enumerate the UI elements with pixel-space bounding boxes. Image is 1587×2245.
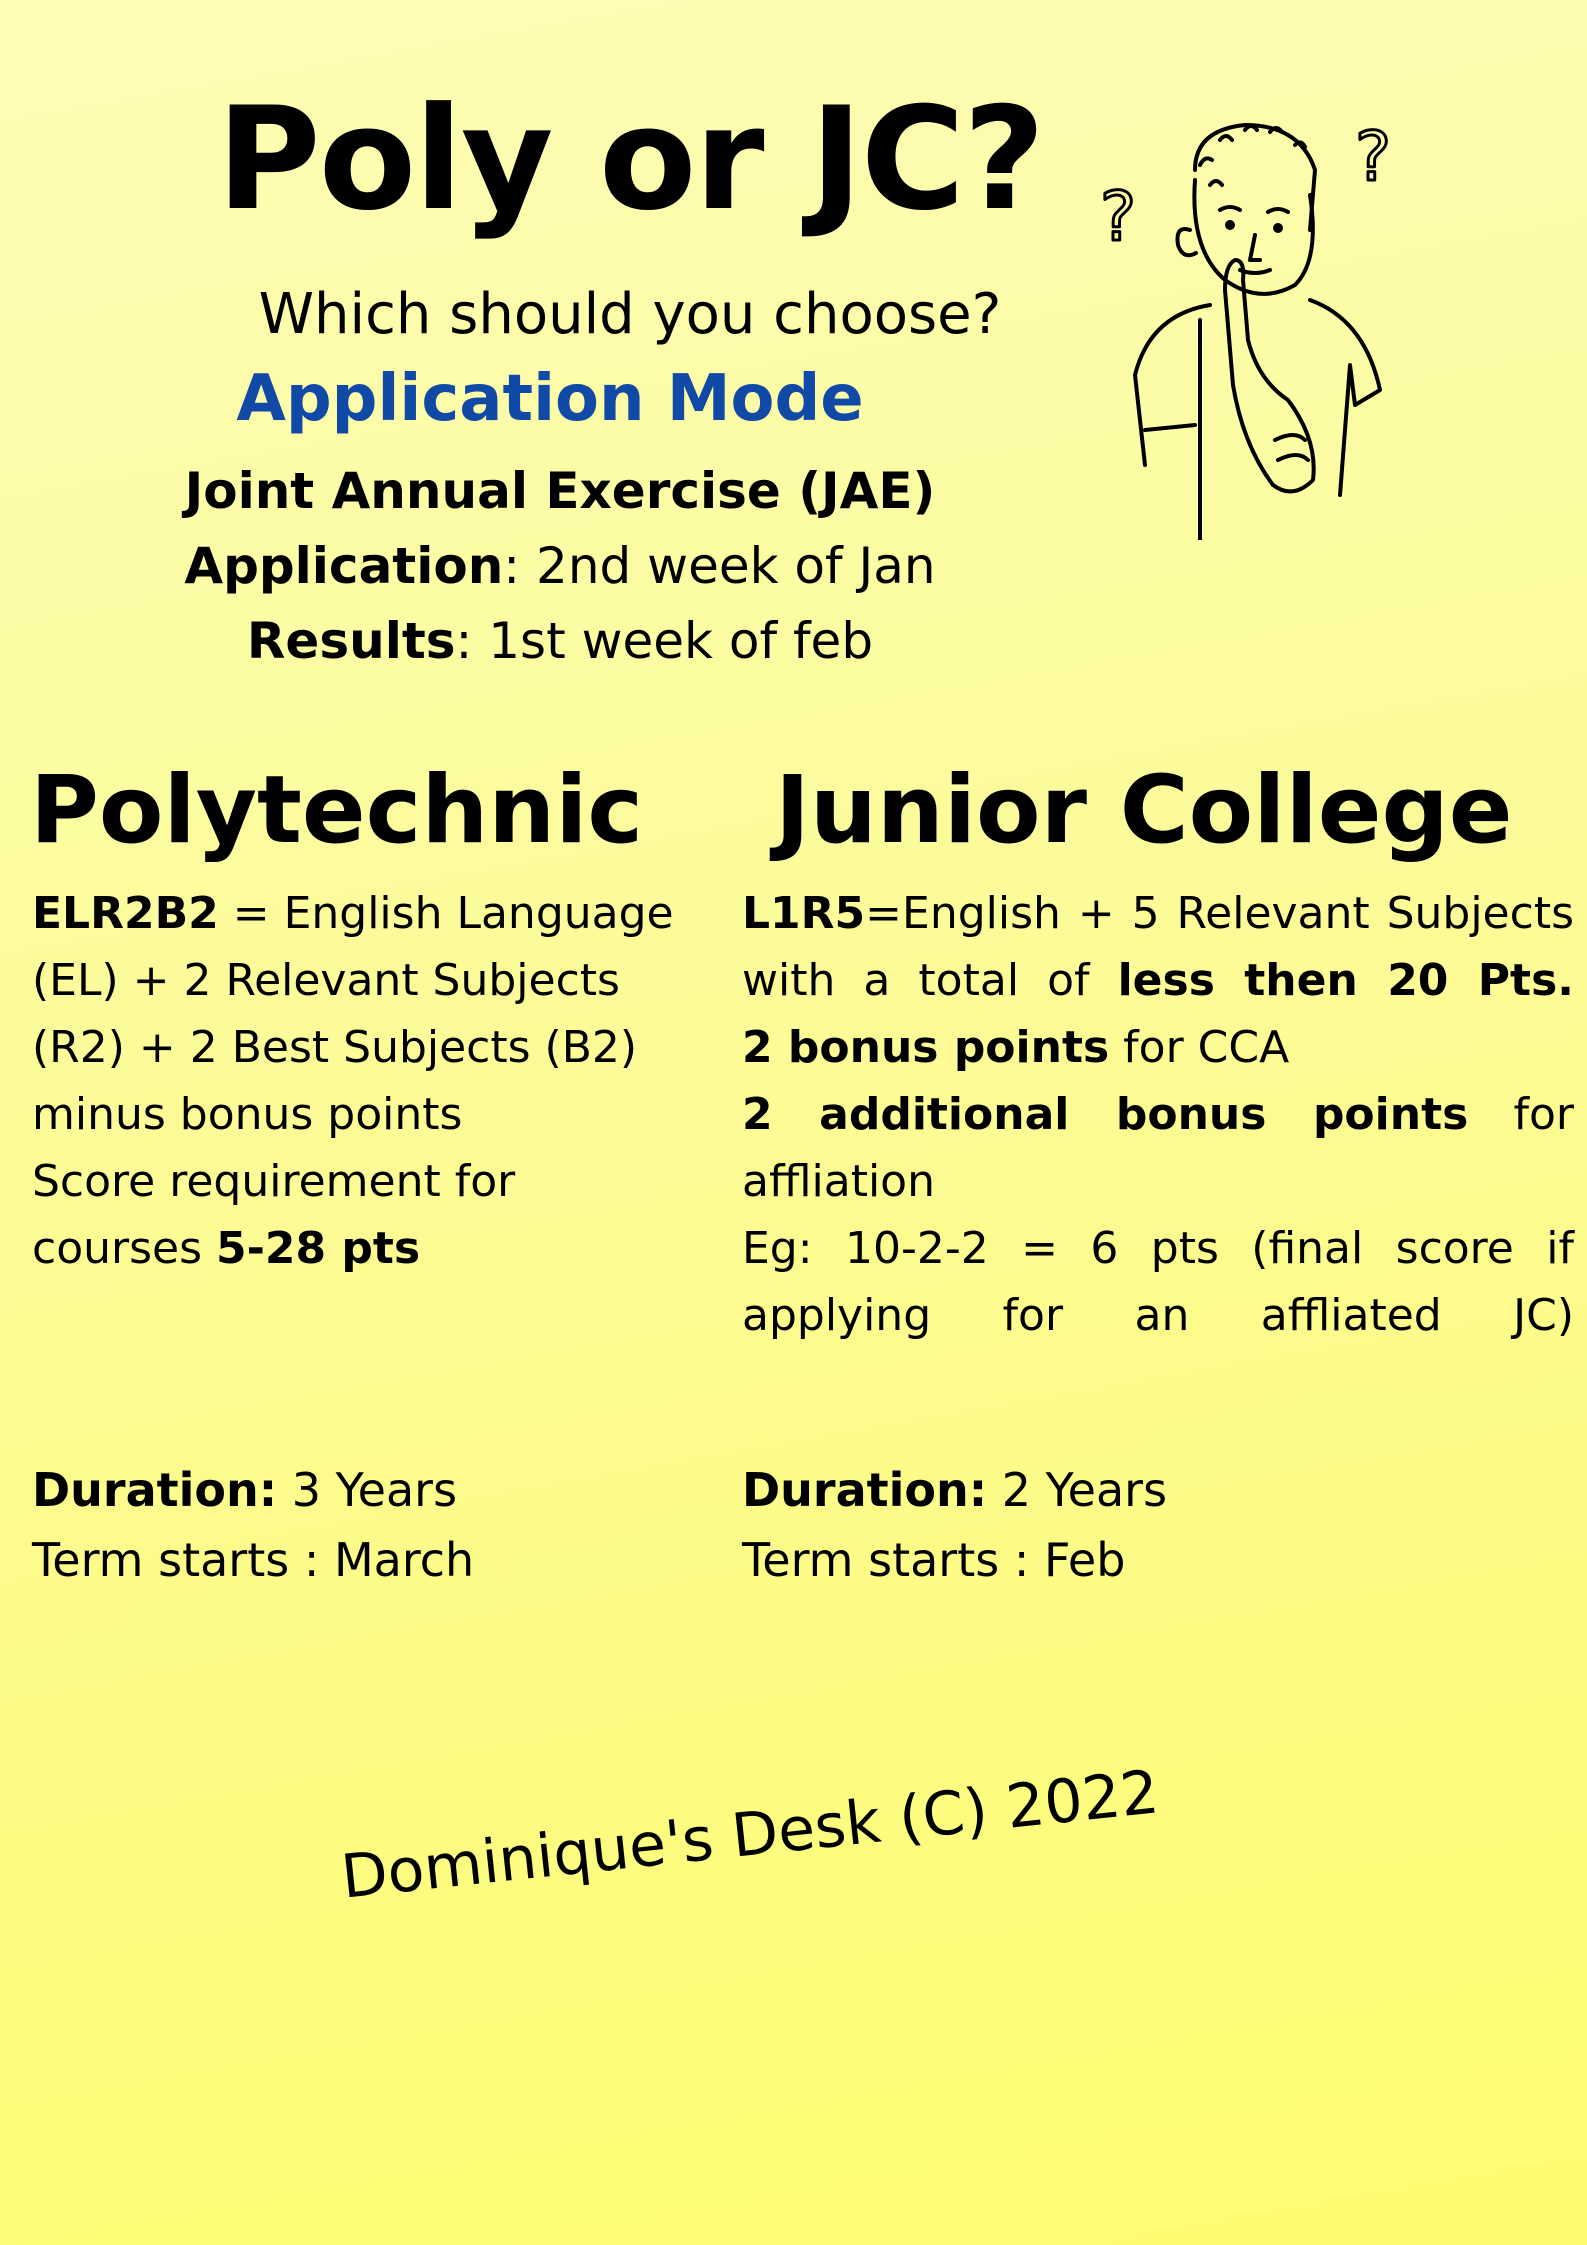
question-mark-left: ?: [1100, 178, 1137, 257]
page-title: Poly or JC?: [216, 77, 1044, 242]
cca-bonus-points: 2 bonus points: [742, 1022, 1110, 1073]
polytechnic-duration: [32, 1455, 474, 1595]
junior-college-duration-line: [742, 1455, 1167, 1525]
body-outline: [1135, 300, 1380, 495]
results-date: [100, 612, 1020, 670]
polytechnic-duration-line: [32, 1455, 474, 1525]
example-calculation: Eg: 10-2-2 = 6 pts (final score if applying for an affliated JC): [742, 1223, 1574, 1341]
affiliation-bonus-points: 2 additional bonus points: [742, 1089, 1469, 1140]
l1r5-limit: less then 20 Pts.: [1117, 955, 1574, 1006]
l1r5-definition: =English + 5 Relevant Subjects with a total of: [742, 888, 1574, 1006]
elr2b2-paragraph: [32, 880, 692, 1148]
results-label: Results: [246, 612, 456, 670]
polytechnic-duration-value: 3 Years: [277, 1463, 458, 1517]
junior-college-heading: Junior College: [775, 756, 1513, 865]
page-subtitle: Which should you choose?: [258, 282, 1002, 347]
polytechnic-details: [32, 880, 692, 1282]
application-value: : 2nd week of Jan: [503, 537, 936, 595]
score-requirement-value: 5-28 pts: [216, 1223, 421, 1274]
affiliation-bonus: [742, 1081, 1574, 1215]
question-mark-right: ?: [1355, 118, 1392, 197]
l1r5-paragraph: [742, 880, 1574, 1014]
junior-college-term-start: Term starts : Feb: [742, 1533, 1126, 1587]
jae-heading: Joint Annual Exercise (JAE): [184, 462, 936, 520]
l1r5-code: L1R5: [742, 888, 866, 939]
application-date: [100, 537, 1020, 595]
polytechnic-heading: Polytechnic: [30, 756, 644, 865]
thinking-person-icon: [1100, 110, 1440, 540]
results-value: : 1st week of feb: [455, 612, 874, 670]
elr2b2-definition: = English Language (EL) + 2 Relevant Subjects (R2) + 2 Best Subjects (B2) minus bonus points: [32, 888, 674, 1140]
junior-college-duration-value: 2 Years: [987, 1463, 1168, 1517]
score-requirement: [32, 1148, 692, 1282]
application-mode-heading: Application Mode: [236, 362, 864, 436]
junior-college-duration-label: Duration:: [742, 1463, 988, 1517]
junior-college-details: [742, 880, 1574, 1349]
cca-bonus: [742, 1014, 1574, 1081]
score-requirement-text: Score requirement for courses: [32, 1156, 516, 1274]
application-label: Application: [184, 537, 504, 595]
elr2b2-code: ELR2B2: [32, 888, 219, 939]
footer-credit: Dominique's Desk (C) 2022: [337, 1757, 1163, 1913]
polytechnic-duration-label: Duration:: [32, 1463, 278, 1517]
hair-outline: [1195, 125, 1315, 230]
polytechnic-term-start: Term starts : March: [32, 1533, 475, 1587]
affiliation-bonus-text: for affliation: [742, 1089, 1574, 1207]
cca-bonus-text: for CCA: [1109, 1022, 1290, 1073]
junior-college-duration: [742, 1455, 1167, 1595]
